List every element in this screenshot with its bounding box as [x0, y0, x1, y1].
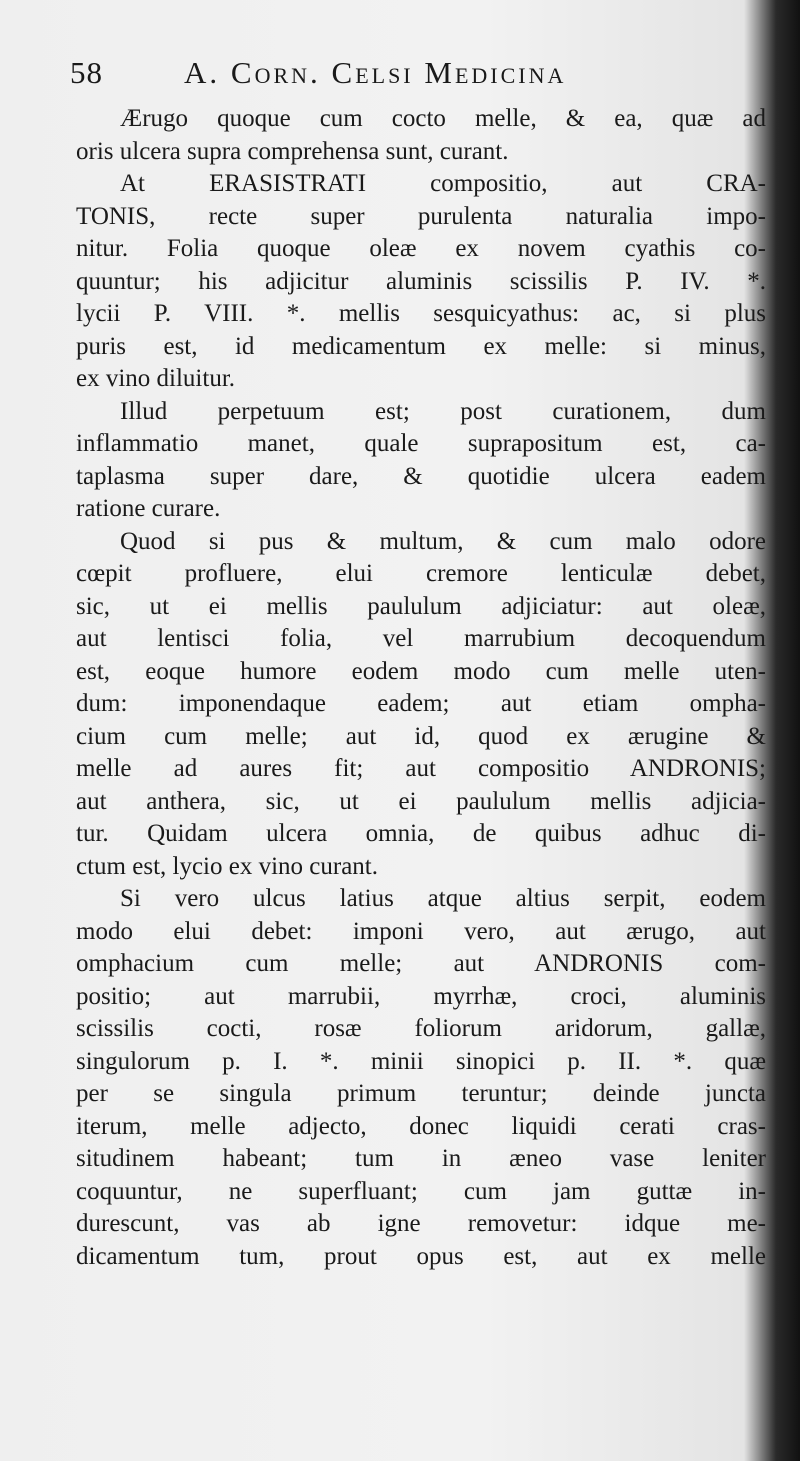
text-line: aut lentisci folia, vel marrubium decoquendum — [76, 625, 766, 652]
text-line: ratione curare. — [76, 495, 221, 522]
text-line: durescunt, vas ab igne removetur: idque me- — [76, 1210, 766, 1237]
paragraph — [76, 103, 766, 168]
text-line: nitur. Folia quoque oleæ ex novem cyathis co- — [76, 235, 766, 262]
text-line: TONIS, recte super purulenta naturalia impo- — [76, 202, 766, 230]
text-line: iterum, melle adjecto, donec liquidi cerati cras- — [76, 1112, 766, 1140]
text-line: cœpit profluere, elui cremore lenticulæ debet, — [76, 560, 766, 587]
text-line: scissilis cocti, rosæ foliorum aridorum, gallæ, — [76, 1015, 766, 1042]
page-header — [70, 55, 740, 95]
text-line: puris est, id medicamentum ex melle: si minus, — [76, 332, 766, 360]
text-line: Quod si pus & multum, & cum malo odore — [120, 527, 766, 555]
text-line: Illud perpetuum est; post curationem, dum — [120, 397, 766, 425]
text-line: dicamentum tum, prout opus est, aut ex melle — [76, 1242, 766, 1270]
paragraph — [76, 168, 766, 396]
text-line: melle ad aures fit; aut compositio ANDRONIS; — [76, 755, 766, 782]
text-line: sic, ut ei mellis paululum adjiciatur: aut oleæ, — [76, 592, 766, 620]
text-line: omphacium cum melle; aut ANDRONIS com- — [76, 950, 766, 977]
text-line: situdinem habeant; tum in æneo vase leniter — [76, 1145, 766, 1172]
text-line: ctum est, lycio ex vino curant. — [76, 852, 379, 880]
paragraph — [76, 396, 766, 526]
text-line: tur. Quidam ulcera omnia, de quibus adhuc di- — [76, 820, 766, 847]
text-line: lycii P. VIII. *. mellis sesquicyathus: ac, si plus — [76, 300, 766, 327]
text-line: singulorum p. I. *. minii sinopici p. II. *. quæ — [76, 1047, 766, 1075]
text-line: est, eoque humore eodem modo cum melle uten- — [76, 657, 766, 685]
text-line: aut anthera, sic, ut ei paululum mellis adjicia- — [76, 787, 766, 815]
paragraph — [76, 883, 766, 1273]
page-number: 58 — [70, 55, 103, 90]
text-line: taplasma super dare, & quotidie ulcera eadem — [76, 462, 766, 490]
paragraph — [76, 526, 766, 884]
text-line: modo elui debet: imponi vero, aut ærugo, aut — [76, 917, 766, 945]
text-line: quuntur; his adjicitur aluminis scissilis P. IV. *. — [76, 267, 766, 295]
text-line: ex vino diluitur. — [76, 365, 236, 392]
text-line: Ærugo quoque cum cocto melle, & ea, quæ ad — [120, 105, 766, 132]
text-line: coquuntur, ne superfluant; cum jam guttæ in- — [76, 1177, 766, 1205]
text-line: dum: imponendaque eadem; aut etiam ompha- — [76, 690, 766, 717]
body-text — [76, 103, 766, 1273]
text-line: Si vero ulcus latius atque altius serpit, eodem — [120, 885, 766, 912]
running-head: A. Corn. Celsi Medicina — [184, 55, 567, 90]
text-line: cium cum melle; aut id, quod ex ærugine & — [76, 722, 766, 750]
text-line: inflammatio manet, quale suprapositum est, ca- — [76, 430, 766, 457]
text-line: At ERASISTRATI compositio, aut CRA- — [120, 170, 766, 197]
text-line: positio; aut marrubii, myrrhæ, croci, aluminis — [76, 982, 766, 1010]
text-line: per se singula primum teruntur; deinde juncta — [76, 1080, 766, 1107]
text-line: oris ulcera supra comprehensa sunt, curant. — [76, 137, 509, 165]
